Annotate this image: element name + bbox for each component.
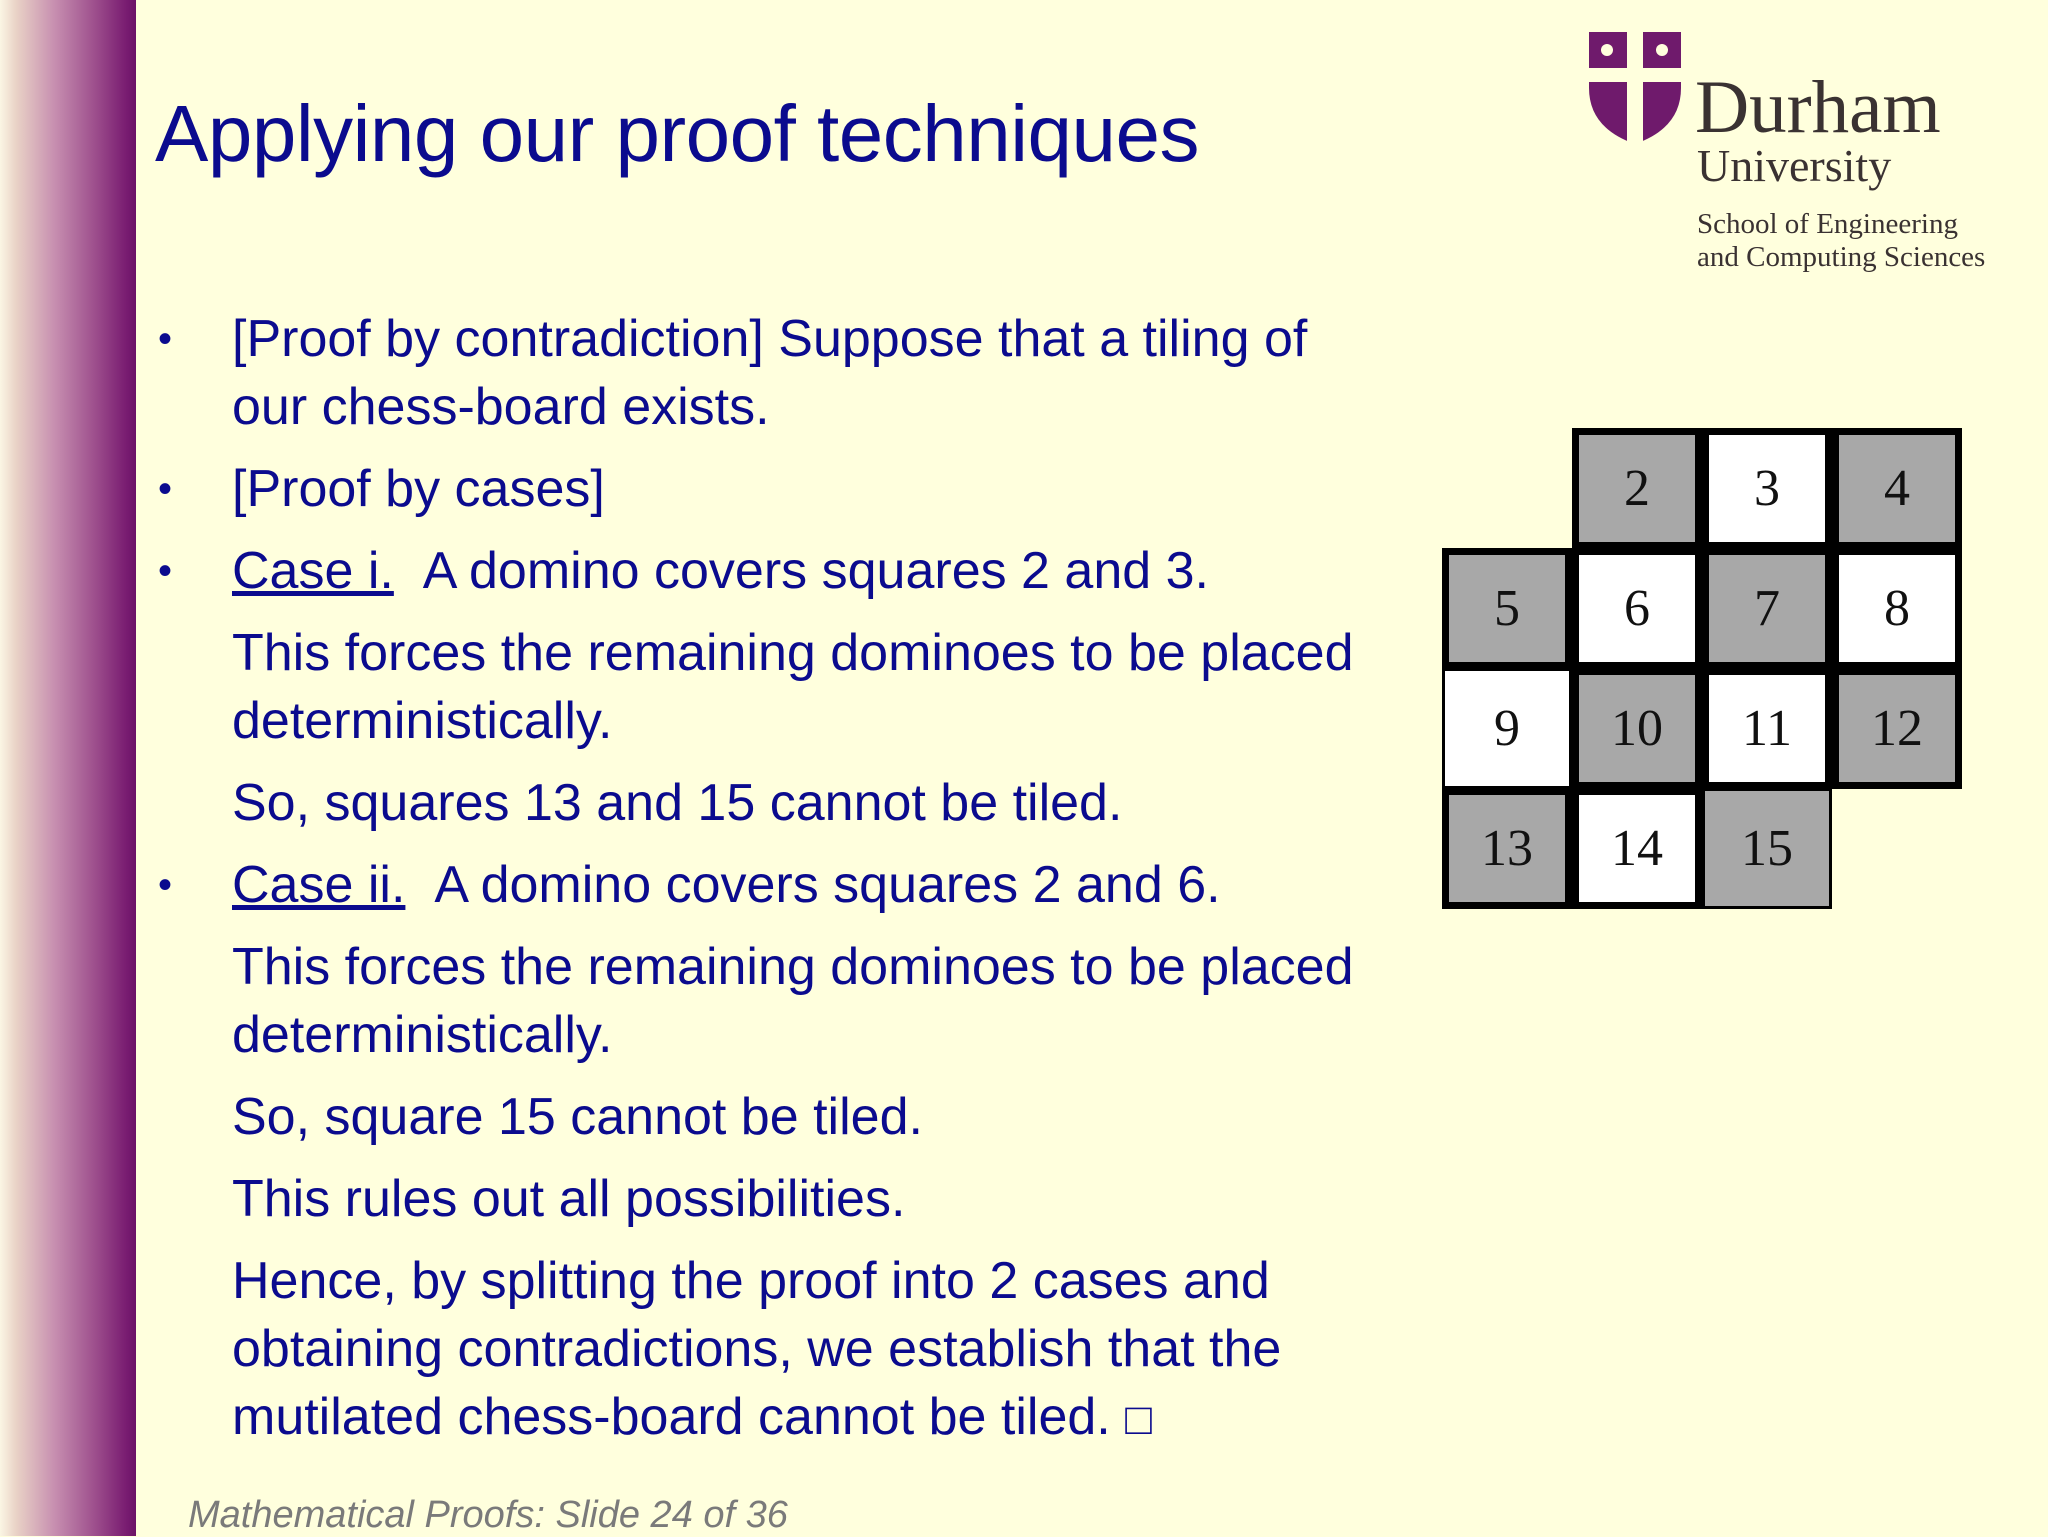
conclusion-text: Hence, by splitting the proof into 2 cases and obtaining contradictions, we establish that the mutilated chess-board cannot be tiled. (232, 1252, 1282, 1446)
board-square-14: 14 (1572, 788, 1702, 909)
board-square-2: 2 (1572, 428, 1702, 549)
footer-course: Mathematical Proofs (188, 1494, 535, 1536)
slide-footer (188, 1494, 788, 1537)
board-square-12: 12 (1832, 668, 1962, 789)
bullet-item (155, 455, 1355, 523)
board-square-10: 10 (1572, 668, 1702, 789)
bullet-icon: • (158, 317, 173, 361)
logo-school (1697, 208, 1985, 275)
paragraph (155, 933, 1355, 1069)
board-square-4: 4 (1832, 428, 1962, 549)
board-square-6: 6 (1572, 548, 1702, 669)
logo-name: Durham (1695, 66, 1941, 149)
case-label: Case ii. (232, 856, 406, 914)
footer-separator: : (534, 1494, 556, 1536)
bullet-icon: • (158, 549, 173, 593)
footer-slide-number: Slide 24 of 36 (555, 1494, 788, 1536)
board-square-13: 13 (1442, 788, 1572, 909)
bullet-item-case-2 (155, 851, 1355, 919)
logo-school-line-2: and Computing Sciences (1697, 241, 1986, 274)
bullet-text: [Proof by cases] (232, 460, 605, 518)
mutilated-chessboard (1440, 428, 1980, 928)
durham-shield-icon (1585, 28, 1685, 146)
board-square-8: 8 (1832, 548, 1962, 669)
paragraph (155, 619, 1355, 755)
logo-subname: University (1697, 140, 1892, 191)
paragraph (155, 769, 1355, 837)
paragraph (155, 1165, 1355, 1233)
case-text: A domino covers squares 2 and 6. (434, 856, 1221, 914)
slide-body (155, 305, 1355, 1468)
board-square-11: 11 (1702, 668, 1832, 789)
side-decoration-bar (0, 0, 136, 1536)
paragraph-text: This forces the remaining dominoes to be placed deterministically. (232, 624, 1354, 750)
paragraph-text: This rules out all possibilities. (232, 1170, 906, 1228)
paragraph-text: So, squares 13 and 15 cannot be tiled. (232, 774, 1123, 832)
logo-school-line-1: School of Engineering (1697, 208, 1958, 240)
board-square-3: 3 (1702, 428, 1832, 549)
case-label: Case i. (232, 542, 394, 600)
board-square-7: 7 (1702, 548, 1832, 669)
board-square-15: 15 (1702, 788, 1832, 909)
bullet-text: [Proof by contradiction] Suppose that a tiling of our chess-board exists. (232, 310, 1308, 436)
paragraph-text: So, square 15 cannot be tiled. (232, 1088, 923, 1146)
paragraph (155, 1083, 1355, 1151)
bullet-item-case-1 (155, 537, 1355, 605)
board-square-5: 5 (1442, 548, 1572, 669)
board-square-9: 9 (1442, 668, 1572, 789)
bullet-icon: • (158, 467, 173, 511)
qed-symbol: □ (1125, 1395, 1152, 1444)
case-text: A domino covers squares 2 and 3. (422, 542, 1209, 600)
conclusion (155, 1247, 1355, 1454)
bullet-item (155, 305, 1355, 441)
slide-title: Applying our proof techniques (155, 89, 1199, 178)
university-logo (1585, 28, 2025, 278)
paragraph-text: This forces the remaining dominoes to be placed deterministically. (232, 938, 1354, 1064)
bullet-icon: • (158, 863, 173, 907)
